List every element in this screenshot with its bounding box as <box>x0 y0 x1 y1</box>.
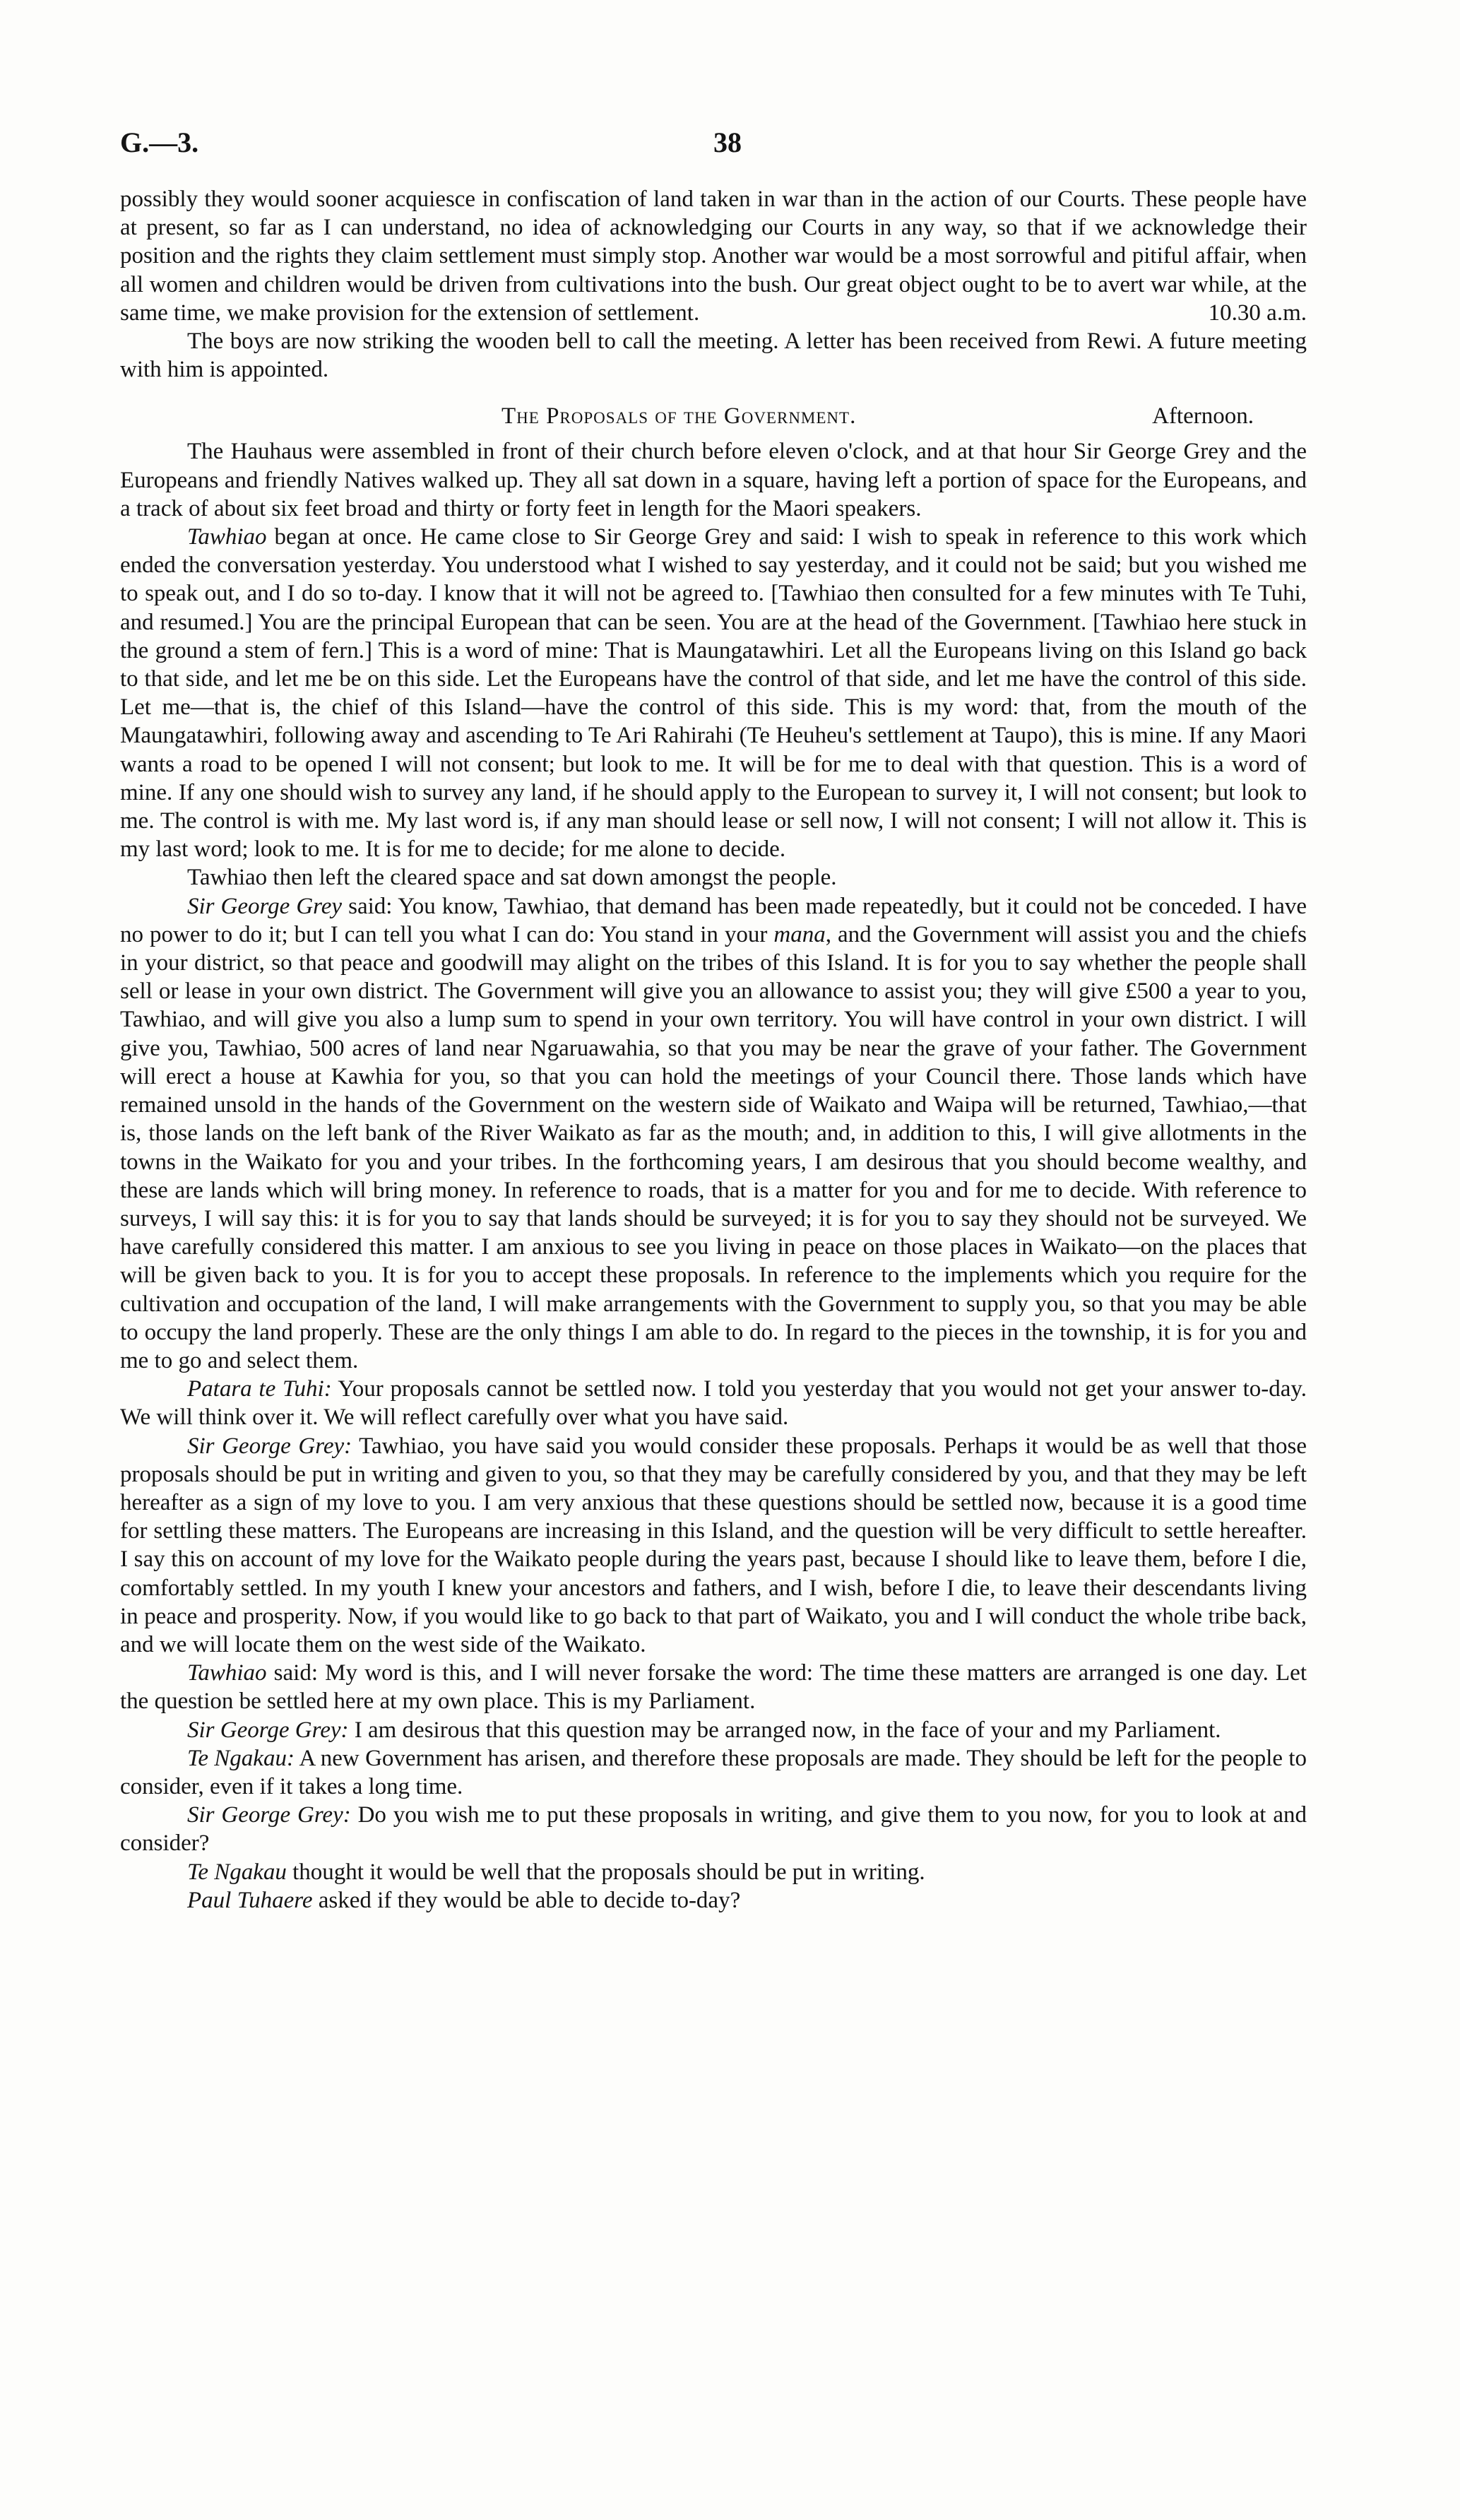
document-reference: G.—3. <box>120 126 199 158</box>
paragraph-intro <box>120 185 1307 327</box>
speaker-name: Sir George Grey: <box>187 1717 349 1743</box>
speech-text: said: You know, Tawhiao, that demand has been made repeatedly, but it could not be conceded. I have no power to do it; but I can tell you what I can do: You stand in your <box>120 893 1307 947</box>
paragraph-grey-speech-2 <box>120 1432 1307 1660</box>
section-time: Afternoon. <box>1152 403 1254 430</box>
speaker-name: Sir George Grey <box>187 893 343 919</box>
paragraph-patara-speech <box>120 1375 1307 1431</box>
speech-text: said: My word is this, and I will never forsake the word: The time these matters are arranged is one day. Let the question be settled here at my own place. This is my Parliament. <box>120 1660 1307 1715</box>
paragraph-tawhiao-speech <box>120 523 1307 863</box>
speaker-name: Te Ngakau <box>187 1859 287 1885</box>
paragraph-grey-speech-1 <box>120 892 1307 1375</box>
speech-text: thought it would be well that the proposals should be put in writing. <box>286 1859 925 1885</box>
speaker-name: Tawhiao <box>187 1660 267 1686</box>
speech-text: began at once. He came close to Sir George Grey and said: I wish to speak in reference to this work which ended the conversation yesterday. You understood what I wished to say yesterday, and it could not be said; but you wished me to speak out, and I do so to-day. I know that it will not be agreed to. [Tawhiao then consulted for a few minutes with Te Tuhi, and resumed.] You are the principal European that can be seen. You are at the head of the Government. [Tawhiao here stuck in the ground a stem of fern.] This is a word of mine: That is Maungatawhiri. Let all the Europeans living on this Island go back to that side, and let me be on this side. Let the Europeans have the control of that side, and let me have the control of this side. Let me—that is, the chief of this Island—have the control of this side. This is my word: that, from the mouth of the Maungatawhiri, following away and ascending to Te Ari Rahirahi (Te Heuheu's settlement at Taupo), this is mine. If any Maori wants a road to be opened I will not consent; but look to me. It will be for me to deal with that question. This is a word of mine. If any one should wish to survey any land, if he should apply to the European to survey it, I will not consent; but look to me. The control is with me. My last word is, if any man should lease or sell now, I will not consent; I will not allow it. This is my last word; look to me. It is for me to decide; for me alone to decide. <box>120 524 1307 863</box>
speech-text: , and the Government will assist you and the chiefs in your district, so that peace and goodwill may alight on the tribes of this Island. It is for you to say whether the people shall sell or lease in your own district. The Government will give you an allowance to assist you; they will give £500 a year to you, Tawhiao, and will give you also a lump sum to spend in your own territory. You will have control in your own district. I will give you, Tawhiao, 500 acres of land near Ngaruawahia, so that you may be near the grave of your father. The Government will erect a house at Kawhia for you, so that you can hold the meetings of your Council there. Those lands which have remained unsold in the hands of the Government on the western side of Waikato and Waipa will be returned, Tawhiao,—that is, those lands on the left bank of the River Waikato as far as the mouth; and, in addition to this, I will give allotments in the towns in the Waikato for you and your tribes. In the forthcoming years, I am desirous that you should become wealthy, and these are lands which will bring money. In reference to roads, that is a matter for you and for me to decide. With reference to surveys, I will say this: it is for you to say that lands should be surveyed; it is for you to say they should not be surveyed. We have carefully considered this matter. I am anxious to see you living in peace on those places in Waikato—on the places that will be given back to you. It is for you to accept these proposals. In reference to the implements which you require for the cultivation and occupation of the land, I will make arrangements with the Government to supply you, so that you may be able to occupy the land properly. These are the only things I am able to do. In regard to the pieces in the township, it is for you and me to go and select them. <box>120 921 1307 1373</box>
paragraph-grey-speech-4 <box>120 1801 1307 1857</box>
speaker-name: Te Ngakau: <box>187 1745 295 1771</box>
speaker-name: Patara te Tuhi: <box>187 1376 332 1402</box>
speech-text: I am desirous that this question may be arranged now, in the face of your and my Parliament. <box>348 1717 1221 1743</box>
speech-text: Do you wish me to put these proposals in writing, and give them to you now, for you to look at and consider? <box>120 1802 1307 1857</box>
speaker-name: Sir George Grey: <box>187 1433 352 1459</box>
section-title: The Proposals of the Government. <box>501 403 857 430</box>
paragraph-tawhiao-speech-2 <box>120 1659 1307 1715</box>
page-header <box>120 126 1307 168</box>
paragraph-paul-question <box>120 1886 1307 1915</box>
paragraph-ngakau-note <box>120 1858 1307 1886</box>
speech-text: Your proposals cannot be settled now. I told you yesterday that you would not get your answer to-day. We will think over it. We will reflect carefully over what you have said. <box>120 1376 1307 1431</box>
speaker-name: Tawhiao <box>187 524 267 550</box>
section-heading <box>120 402 1307 433</box>
page-number: 38 <box>713 126 742 158</box>
paragraph-assembly: The Hauhaus were assembled in front of their church before eleven o'clock, and at that hour Sir George Grey and the Europeans and friendly Natives walked up. They all sat down in a square, having left a portion of space for the Europeans, and a track of about six feet broad and thirty or forty feet in length for the Maori speakers. <box>120 439 1307 521</box>
speaker-name: Sir George Grey: <box>187 1802 351 1828</box>
paragraph-tawhiao-left: Tawhiao then left the cleared space and sat down amongst the people. <box>187 865 837 891</box>
page-body <box>120 185 1307 1915</box>
time-stamp: 10.30 a.m. <box>1208 300 1307 326</box>
speaker-name: Paul Tuhaere <box>187 1887 313 1913</box>
speech-text: A new Government has arisen, and therefore these proposals are made. They should be left for the people to consider, even if it takes a long time. <box>120 1745 1307 1799</box>
paragraph-ngakau-speech <box>120 1744 1307 1801</box>
paragraph-grey-speech-3 <box>120 1716 1307 1744</box>
speech-text: asked if they would be able to decide to-day? <box>312 1887 741 1913</box>
paragraph-bell: The boys are now striking the wooden bell to call the meeting. A letter has been received from Rewi. A future meeting with him is appointed. <box>120 329 1307 383</box>
intro-text: possibly they would sooner acquiesce in confiscation of land taken in war than in the action of our Courts. These people have at present, so far as I can understand, no idea of acknowledging our Courts in any way, so that if we acknowledge their position and the rights they claim settlement must simply stop. Another war would be a most sorrowful and pitiful affair, when all women and children would be driven from cultivations into the bush. Our great object ought to be to avert war while, at the same time, we make provision for the extension of settlement. <box>120 187 1307 326</box>
italic-word: mana <box>773 921 826 947</box>
speech-text: Tawhiao, you have said you would consider these proposals. Perhaps it would be as well that those proposals should be put in writing and given to you, so that they may be carefully considered by you, and that they may be left hereafter as a sign of my love to you. I am very anxious that these questions should be settled now, because it is a good time for settling these matters. The Europeans are increasing in this Island, and the question will be very difficult to settle hereafter. I say this on account of my love for the Waikato people during the years past, because I should like to leave them, before I die, comfortably settled. In my youth I knew your ancestors and fathers, and I wish, before I die, to leave their descendants living in peace and prosperity. Now, if you would like to go back to that part of Waikato, you and I will conduct the whole tribe back, and we will locate them on the west side of the Waikato. <box>120 1433 1307 1657</box>
